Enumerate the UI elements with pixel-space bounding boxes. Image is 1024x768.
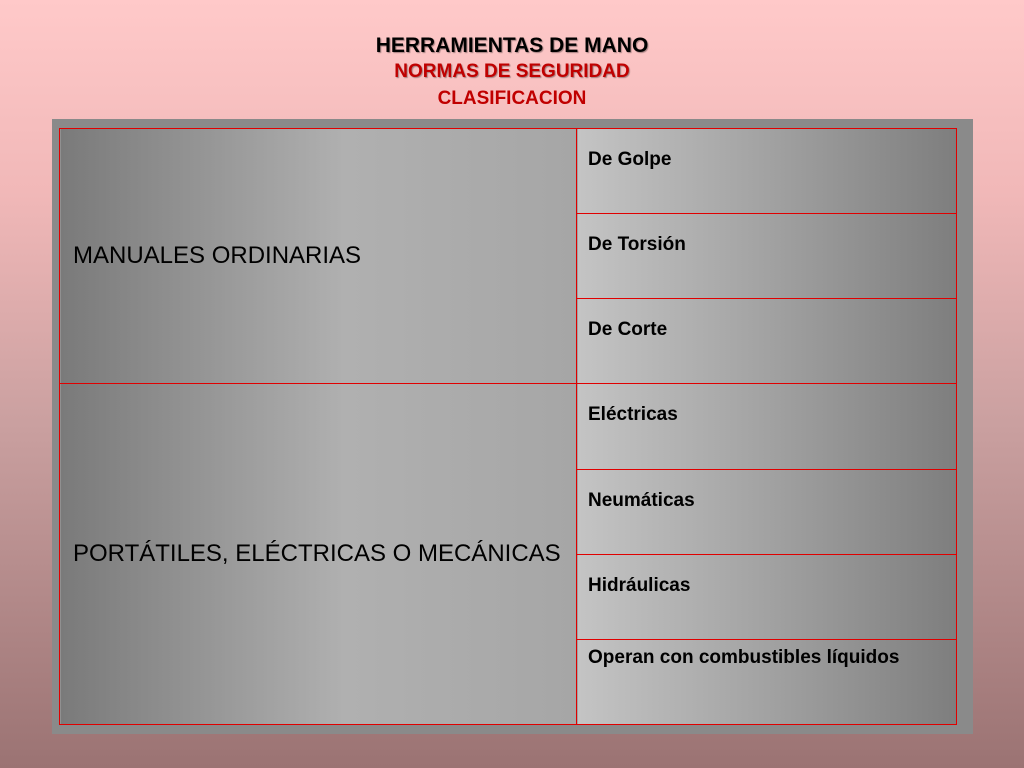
slide-title-block <box>0 33 1024 113</box>
category-cell-manuales: MANUALES ORDINARIAS <box>60 129 577 384</box>
slide-subtitle: NORMAS DE SEGURIDAD <box>394 61 630 82</box>
subcategory-cell: De Golpe <box>577 129 957 214</box>
subcategory-cell: De Corte <box>577 299 957 384</box>
subcategory-cell: Hidráulicas <box>577 554 957 639</box>
subcategory-cell: Neumáticas <box>577 469 957 554</box>
table-row <box>60 384 957 469</box>
subcategory-cell: De Torsión <box>577 214 957 299</box>
subcategory-cell: Operan con combustibles líquidos <box>577 639 957 724</box>
slide-section-title: CLASIFICACION <box>437 88 587 109</box>
subcategory-cell: Eléctricas <box>577 384 957 469</box>
category-cell-portatiles: PORTÁTILES, ELÉCTRICAS O MECÁNICAS <box>60 384 577 725</box>
classification-table <box>59 128 957 725</box>
table-row <box>60 129 957 214</box>
slide-title: HERRAMIENTAS DE MANO <box>375 34 649 57</box>
